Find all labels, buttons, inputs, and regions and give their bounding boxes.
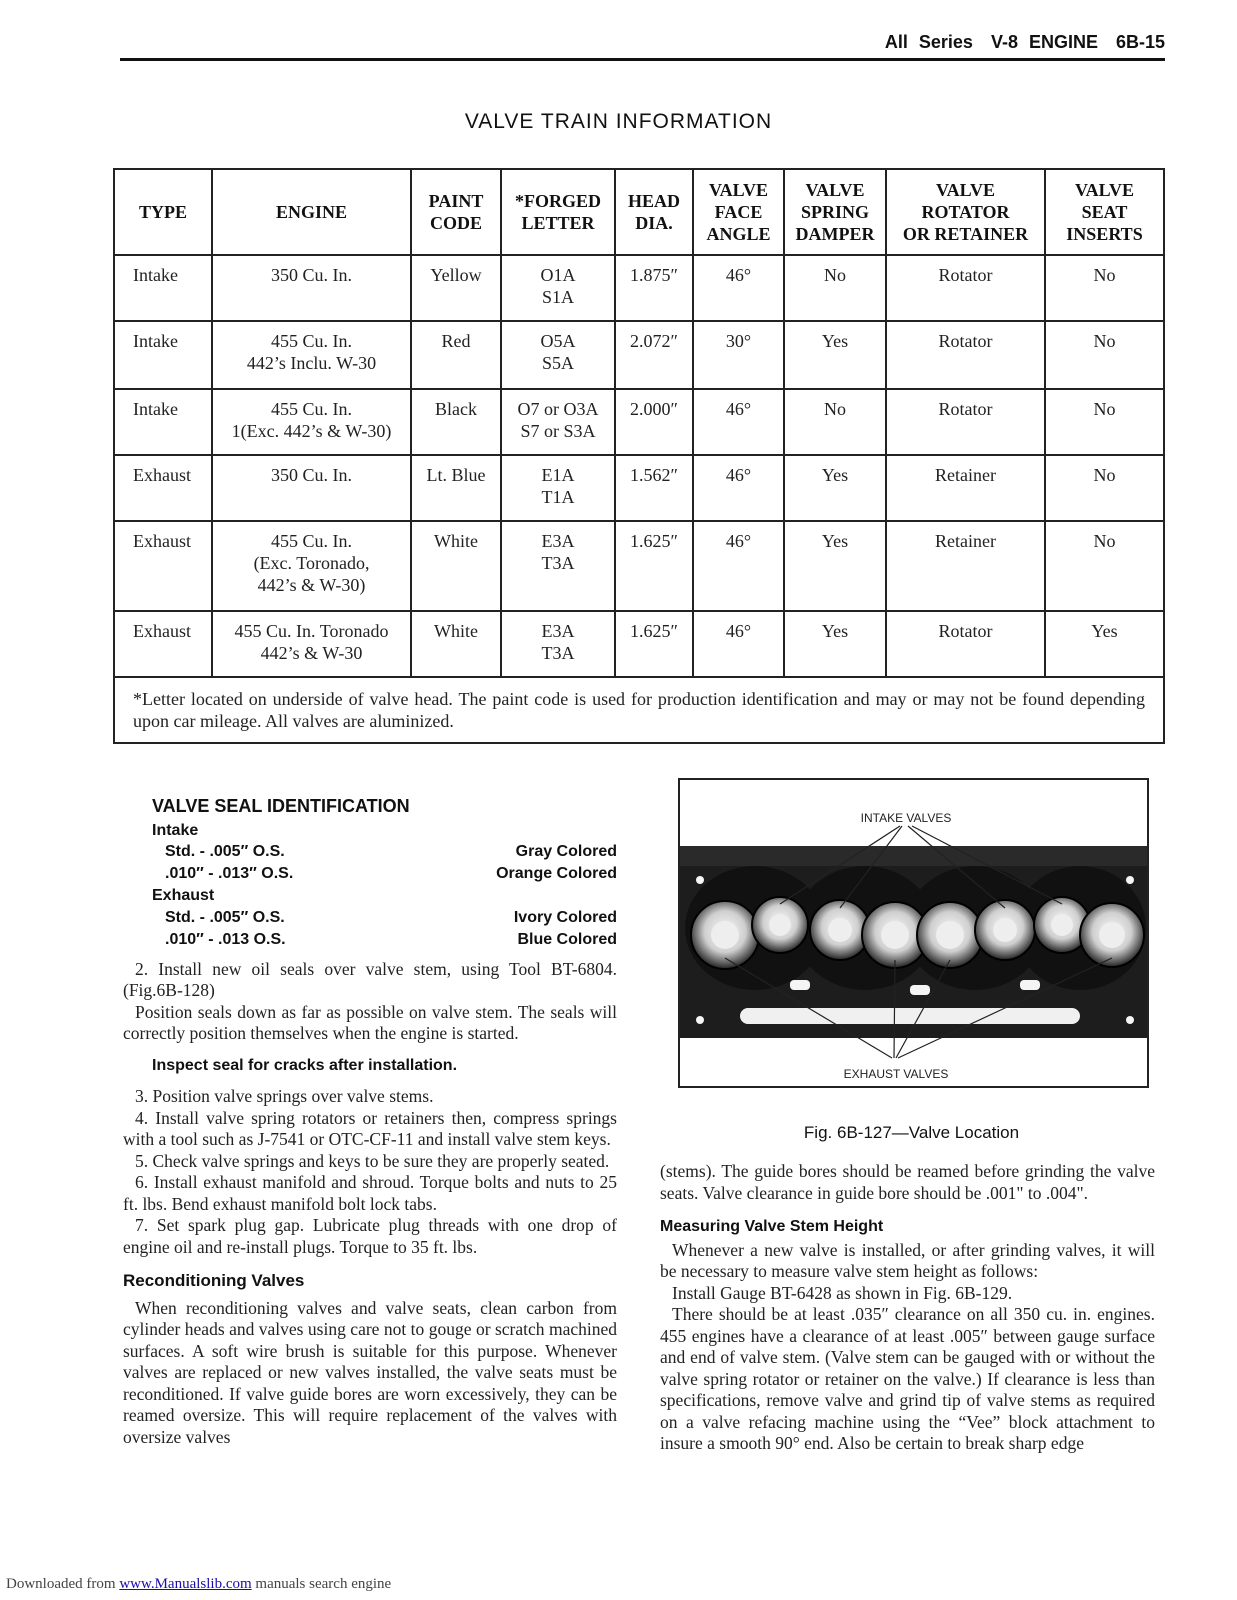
cell-angle: 46° [693, 455, 784, 521]
cell-dia: 1.875″ [615, 255, 693, 321]
header-section: V-8 ENGINE [990, 32, 1098, 52]
seal-intake-label: Intake [152, 821, 199, 839]
cell-type: Intake [114, 389, 212, 455]
seal-row: Std. - .005″ O.S. Ivory Colored [165, 908, 617, 926]
step-5: 5. Check valve springs and keys to be sure they are properly seated. [135, 1150, 610, 1171]
measuring-text-2: Install Gauge BT-6428 as shown in Fig. 6B-129. [672, 1282, 1013, 1303]
cell-letter: E3A T3A [501, 611, 615, 677]
inspect-note: Inspect seal for cracks after installation. [152, 1056, 458, 1074]
cell-rotator: Rotator [886, 611, 1045, 677]
cell-paint: White [411, 611, 501, 677]
right-continuation: (stems). The guide bores should be reamed before grinding the valve seats. Valve clearance in guide bore should be .001" to .004". [660, 1161, 1155, 1203]
cell-inserts: No [1045, 389, 1164, 455]
cell-damper: Yes [784, 321, 886, 389]
col-header-type: TYPE [114, 169, 212, 255]
cell-inserts: No [1045, 455, 1164, 521]
cell-inserts: No [1045, 321, 1164, 389]
cell-letter: O5A S5A [501, 321, 615, 389]
cell-damper: Yes [784, 455, 886, 521]
manualslib-link[interactable]: www.Manualslib.com [119, 1576, 252, 1592]
seal-row: .010″ - .013″ O.S. Orange Colored [165, 865, 617, 882]
table-row [114, 611, 1164, 677]
reconditioning-text: When reconditioning valves and valve seats, clean carbon from cylinder heads and valves using care not to gouge or scratch machined surfaces. A soft wire brush is suitable for this purpose. Whenever valves are replaced or new valves installed, the valve seats must be reconditioned. If valve guide bores are worn excessively, they can be reamed oversize. This will require replacement of the valves with oversize valves [123, 1297, 617, 1447]
col-header-forged-letter: *FORGED LETTER [501, 169, 615, 255]
cell-type: Exhaust [114, 455, 212, 521]
col-header-head-dia: HEAD DIA. [615, 169, 693, 255]
cell-engine: 455 Cu. In. Toronado 442’s & W-30 [212, 611, 411, 677]
table-title: VALVE TRAIN INFORMATION [464, 110, 773, 133]
download-footer: Downloaded from www.Manualslib.com manuals search engine [6, 1576, 392, 1592]
cell-engine: 455 Cu. In. 1(Exc. 442’s & W-30) [212, 389, 411, 455]
cell-dia: 2.072″ [615, 321, 693, 389]
cell-damper: No [784, 389, 886, 455]
right-column [660, 1161, 1155, 1455]
cell-type: Exhaust [114, 611, 212, 677]
cell-angle: 46° [693, 389, 784, 455]
cell-inserts: Yes [1045, 611, 1164, 677]
cell-engine: 455 Cu. In. (Exc. Toronado, 442’s & W-30) [212, 521, 411, 611]
page-header [120, 30, 1165, 61]
left-column [123, 796, 617, 1448]
header-page-number: 6B-15 [1115, 32, 1165, 52]
table-header-row [114, 169, 1164, 255]
step-6: 6. Install exhaust manifold and shroud. Torque bolts and nuts to 25 ft. lbs. Bend exhaust manifold bolt lock tabs. [123, 1172, 617, 1214]
cell-dia: 2.000″ [615, 389, 693, 455]
cell-damper: Yes [784, 611, 886, 677]
cell-engine: 350 Cu. In. [212, 455, 411, 521]
figure-caption: Fig. 6B-127—Valve Location [803, 1123, 1020, 1142]
cell-angle: 46° [693, 611, 784, 677]
header-series: All Series [884, 32, 973, 52]
cell-dia: 1.625″ [615, 521, 693, 611]
col-header-face-angle: VALVE FACE ANGLE [693, 169, 784, 255]
cell-damper: No [784, 255, 886, 321]
table-row [114, 321, 1164, 389]
cell-letter: E3A T3A [501, 521, 615, 611]
cell-dia: 1.625″ [615, 611, 693, 677]
measuring-text-3: There should be at least .035″ clearance on all 350 cu. in. engines. 455 engines have a clearance of at least .005″ between gauge surface and end of valve stem. (Valve stem can be gauged with or without the valve spring rotator or retainer on the valve.) If clearance is less than specifications, remove valve and grind tip of valve stems as required on a valve refacing machine using the “Vee” block attachment to insure a smooth 90° end. Also be certain to break sharp edge [660, 1304, 1155, 1453]
cell-paint: Red [411, 321, 501, 389]
col-header-seat-inserts: VALVE SEAT INSERTS [1045, 169, 1164, 255]
measuring-text-1: Whenever a new valve is installed, or after grinding valves, it will be necessary to measure valve stem height as follows: [660, 1239, 1155, 1281]
measuring-heading: Measuring Valve Stem Height [660, 1218, 884, 1235]
cell-letter: E1A T1A [501, 455, 615, 521]
cell-rotator: Retainer [886, 455, 1045, 521]
cell-letter: O7 or O3A S7 or S3A [501, 389, 615, 455]
table-row [114, 255, 1164, 321]
table-footnote: *Letter located on underside of valve head. The paint code is used for production identification and may or may not be found depending upon car mileage. All valves are aluminized. [114, 677, 1164, 743]
step-2-detail: Position seals down as far as possible on valve stem. The seals will correctly position themselves when the engine is started. [123, 1001, 617, 1043]
exhaust-valves-label: EXHAUST VALVES [843, 1067, 949, 1081]
seal-id-heading: VALVE SEAL IDENTIFICATION [152, 796, 410, 816]
cell-dia: 1.562″ [615, 455, 693, 521]
cell-letter: O1A S1A [501, 255, 615, 321]
valve-location-figure [678, 778, 1149, 1088]
cell-rotator: Retainer [886, 521, 1045, 611]
intake-valves-label: INTAKE VALVES [860, 811, 952, 825]
col-header-spring-damper: VALVE SPRING DAMPER [784, 169, 886, 255]
table-row [114, 521, 1164, 611]
cell-angle: 30° [693, 321, 784, 389]
reconditioning-heading: Reconditioning Valves [123, 1271, 305, 1290]
cell-paint: Lt. Blue [411, 455, 501, 521]
table-row [114, 455, 1164, 521]
cell-angle: 46° [693, 255, 784, 321]
col-header-paint-code: PAINT CODE [411, 169, 501, 255]
cell-type: Intake [114, 255, 212, 321]
cell-type: Intake [114, 321, 212, 389]
cell-angle: 46° [693, 521, 784, 611]
seal-row: .010″ - .013 O.S. Blue Colored [165, 930, 617, 948]
cell-engine: 350 Cu. In. [212, 255, 411, 321]
valve-train-table [113, 168, 1165, 744]
step-4: 4. Install valve spring rotators or retainers then, compress springs with a tool such as J-7541 or OTC-CF-11 and install valve stem keys. [123, 1107, 617, 1149]
cell-rotator: Rotator [886, 255, 1045, 321]
table-row [114, 389, 1164, 455]
cell-paint: White [411, 521, 501, 611]
col-header-rotator-retainer: VALVE ROTATOR OR RETAINER [886, 169, 1045, 255]
col-header-engine: ENGINE [212, 169, 411, 255]
cell-type: Exhaust [114, 521, 212, 611]
cell-inserts: No [1045, 521, 1164, 611]
step-7: 7. Set spark plug gap. Lubricate plug threads with one drop of engine oil and re-install plugs. Torque to 35 ft. lbs. [123, 1215, 617, 1257]
cell-damper: Yes [784, 521, 886, 611]
seal-row: Std. - .005″ O.S. Gray Colored [165, 843, 617, 860]
cell-engine: 455 Cu. In. 442’s Inclu. W-30 [212, 321, 411, 389]
step-3: 3. Position valve springs over valve stems. [135, 1086, 434, 1106]
cell-rotator: Rotator [886, 389, 1045, 455]
cell-rotator: Rotator [886, 321, 1045, 389]
cylinder-head-illustration [680, 780, 1147, 1086]
cell-paint: Black [411, 389, 501, 455]
cell-paint: Yellow [411, 255, 501, 321]
seal-exhaust-label: Exhaust [152, 887, 215, 904]
step-2: 2. Install new oil seals over valve stem, using Tool BT-6804. (Fig.6B-128) [123, 958, 617, 1000]
table-footnote-row [114, 677, 1164, 743]
cell-inserts: No [1045, 255, 1164, 321]
